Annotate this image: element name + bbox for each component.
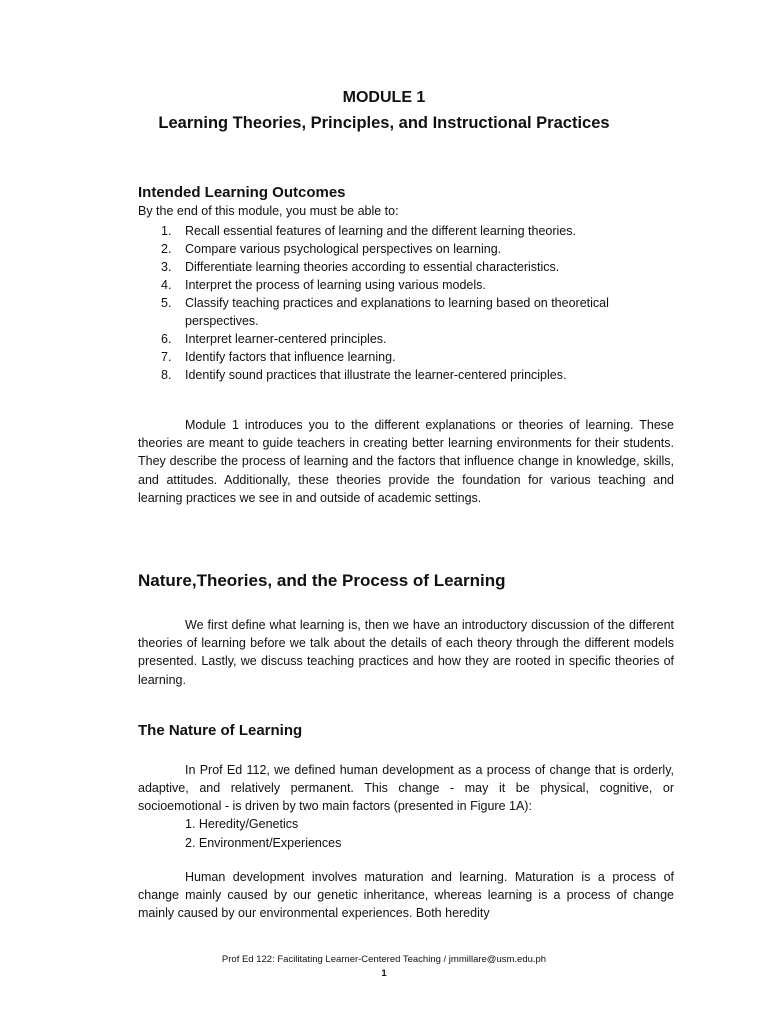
outcomes-list: [138, 222, 673, 384]
list-item: [138, 276, 673, 294]
list-item-text: Classify teaching practices and explanations to learning based on theoretical perspectives.: [185, 296, 609, 328]
list-item: 2. Environment/Experiences: [185, 835, 342, 850]
list-item: [138, 294, 673, 330]
outcomes-intro: By the end of this module, you must be able to:: [138, 204, 399, 218]
section-paragraph: In Prof Ed 112, we defined human development as a process of change that is orderly, adaptive, and relatively permanent. This change - may it be physical, cognitive, or socioemotional - is driven by two main factors (presented in Figure 1A):: [138, 763, 674, 814]
outcomes-heading: Intended Learning Outcomes: [138, 184, 346, 201]
list-item-text: Identify sound practices that illustrate the learner-centered principles.: [185, 368, 567, 382]
section-paragraph: We first define what learning is, then we have an introductory discussion of the different theories of learning before we talk about the details of each theory through the different models presented. Lastly, we discuss teaching practices and how they are rooted in specific theories of learning.: [138, 618, 674, 687]
list-item-number: 1.: [161, 224, 172, 238]
module-title: Learning Theories, Principles, and Instructional Practices: [158, 114, 610, 132]
page-number: 1: [381, 968, 387, 979]
factors-list: [185, 815, 341, 852]
list-item-number: 7.: [161, 350, 172, 364]
list-item-text: Interpret learner-centered principles.: [185, 332, 387, 346]
list-item-number: 4.: [161, 278, 172, 292]
list-item: [138, 348, 673, 366]
list-item: [138, 240, 673, 258]
list-item-number: 8.: [161, 368, 172, 382]
list-item-number: 6.: [161, 332, 172, 346]
list-item-text: Compare various psychological perspectives on learning.: [185, 242, 502, 256]
list-item-text: Identify factors that influence learning.: [185, 350, 396, 364]
list-item-text: Interpret the process of learning using various models.: [185, 278, 486, 292]
section-paragraph: Human development involves maturation and learning. Maturation is a process of change mainly caused by our genetic inheritance, whereas learning is a process of change mainly caused by our environmental experiences. Both heredity: [138, 870, 674, 921]
list-item: 1. Heredity/Genetics: [185, 817, 299, 831]
list-item-number: 5.: [161, 296, 172, 310]
list-item-text: Differentiate learning theories according to essential characteristics.: [185, 260, 560, 274]
list-item: [138, 222, 673, 240]
intro-paragraph: Module 1 introduces you to the different explanations or theories of learning. These theories are meant to guide teachers in creating better learning environments for their students. They describe the process of learning and the factors that influence change in knowledge, skills, and attitudes. Additionally, these theories provide the foundation for various teaching and learning practices we see in and outside of academic settings.: [138, 418, 674, 505]
section-heading-nature-theories: Nature,Theories, and the Process of Learning: [138, 571, 506, 590]
list-item-number: 2.: [161, 242, 172, 256]
list-item: [138, 258, 673, 276]
list-item-number: 3.: [161, 260, 172, 274]
page-footer: Prof Ed 122: Facilitating Learner-Centered Teaching / jmmillare@usm.edu.ph: [221, 954, 547, 965]
list-item: [138, 330, 673, 348]
section-heading-nature-of-learning: The Nature of Learning: [138, 722, 303, 739]
list-item: [138, 366, 673, 384]
module-number: MODULE 1: [342, 89, 426, 106]
list-item-text: Recall essential features of learning and the different learning theories.: [185, 224, 576, 238]
